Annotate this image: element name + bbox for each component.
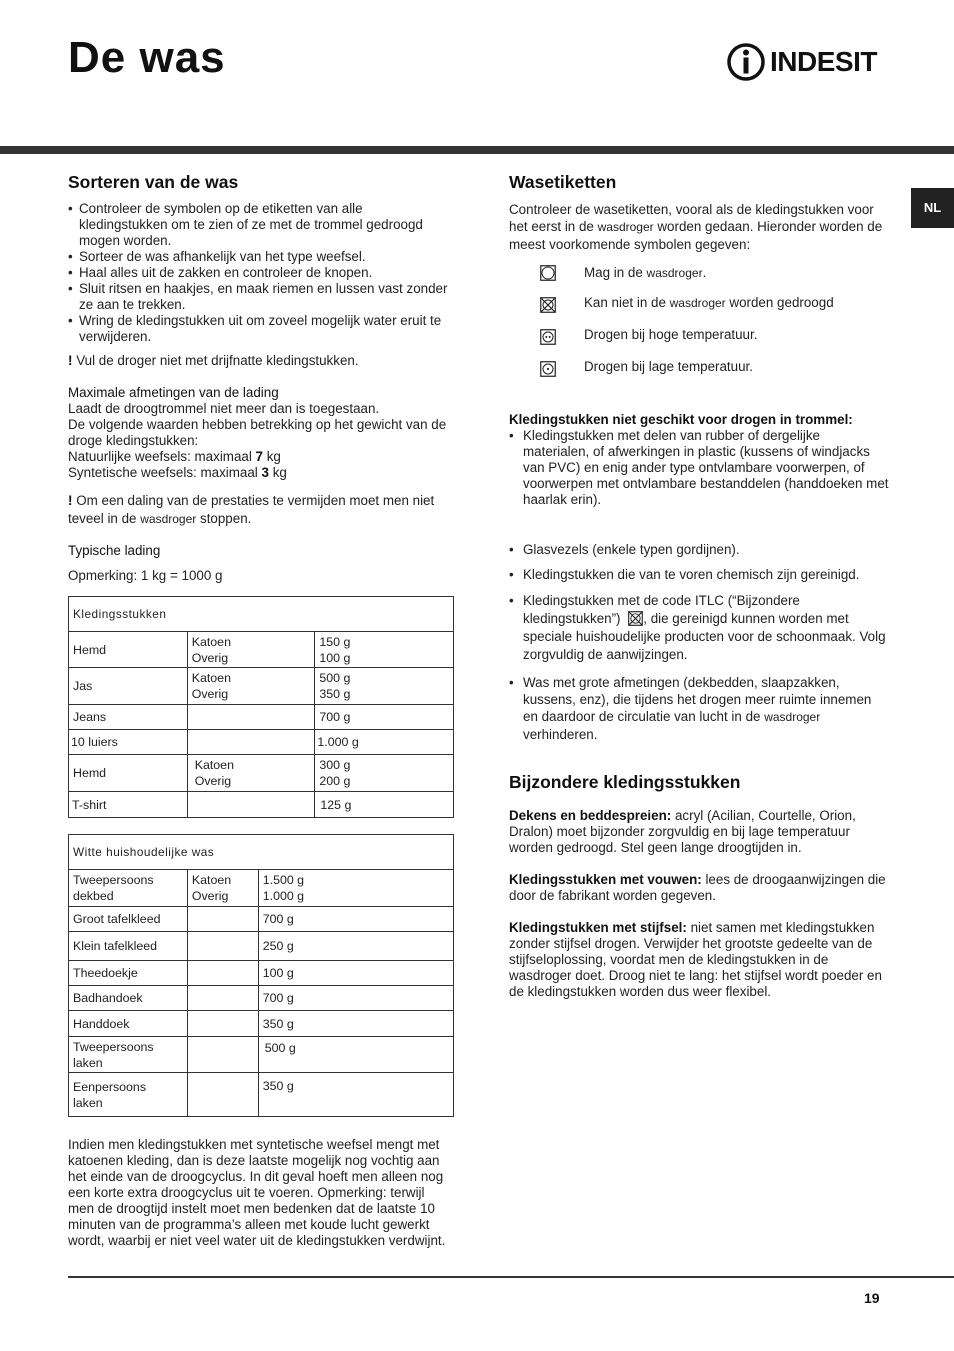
table-row [69,961,454,986]
symbol-small: wasdroger [669,296,726,310]
intro-small: wasdroger [597,220,654,234]
list-item: • Sorteer de was afhankelijk van het type weefsel. [68,249,453,265]
table-cell [187,1011,258,1037]
sort-heading: Sorteren van de was [68,172,239,192]
item-value: Tweepersoons [73,1039,154,1054]
synthetic-max [68,465,453,481]
table-cell [187,961,258,986]
typical-heading: Typische lading [68,543,161,558]
table-header: Witte huishoudelijke was [69,835,454,870]
table-row [69,1037,454,1073]
kg-unit: kg [266,449,281,464]
table-row [69,668,454,705]
intro-text: worden gedaan. Hieronder worden de meest voorkomende symbolen gegeven: [509,219,883,252]
warning-small: wasdroger [140,512,197,526]
table-cell [187,792,315,818]
large-items-text-end: verhinderen. [523,727,598,742]
table-cell: Hemd [69,632,188,668]
tumble-dry-high-icon [540,329,556,349]
table-row [69,792,454,818]
table-cell: Hemd [69,755,188,792]
mixing-paragraph: Indien men kledingstukken met syntetische weefsel mengt met katoenen kleding, dan is deze laatste mogelijk nog vochtig aan het einde van de droogcyclus. In dit geval hoeft men alleen nog een korte extra droogcyclus uit te voeren. Opmerking: terwijl men de droogtijd instelt moet men bedenken dat de laatste 10 minuten van de programma’s alleen met koude lucht gewerkt wordt, waarbij er niet veel water uit de kledingstukken verdwijnt. [68,1137,446,1248]
table-cell: 700 g [258,907,453,932]
symbol-text [584,295,834,311]
symbol-text: Drogen bij hoge temperatuur. [584,327,758,342]
table-cell: Jas [69,668,188,705]
weight-value: 100 g [319,650,351,665]
table-cell [187,932,258,961]
sort-section [68,172,453,345]
natural-value: 7 [255,449,263,464]
table-cell [187,705,315,730]
item-value: Tweepersoons [73,873,154,887]
type-value: Katoen [191,634,231,649]
household-table [68,834,454,1117]
labels-heading: Wasetiketten [509,172,617,192]
table-cell: Theedoekje [69,961,188,986]
symbol-text [584,265,706,281]
list-item: • Kledingstukken met delen van rubber of dergelijke materialen, of afwerkingen in plastic (kussens of windjacks van PVC) en enig ander type ontvlambare voorwerpen, of voorwerpen met ontvlambare bestanddelen (handdoeken met haarlak erin). [509,428,889,508]
unsuitable-list-2 [509,542,889,743]
table-cell: Badhandoek [69,986,188,1011]
warning-2 [68,492,453,528]
symbol-label: Mag in de [584,265,643,280]
table-cell: 250 g [258,932,453,961]
large-items-small: wasdroger [764,710,821,724]
unsuitable-section [509,412,889,508]
table-cell [187,1073,258,1117]
weight-value: 1.500 g [262,873,305,887]
special-label: Dekens en beddespreien: [509,808,672,823]
special-blankets [509,808,889,856]
type-value: Katoen [191,873,232,887]
indesit-logo [726,42,886,82]
table-row [69,632,454,668]
synthetic-value: 3 [261,465,269,480]
table-cell [187,755,315,792]
weight-value: 1.000 g [262,889,305,903]
special-text: acryl (Acilian, Courtelle, Orion, Dralon) moet bijzonder zorgvuldig en bij lage temperatuur worden gedroogd. Stel geen lange droogtijden in. [509,808,856,855]
symbol-text: Drogen bij lage temperatuur. [584,359,753,374]
type-value: Katoen [191,671,231,685]
table-cell [187,986,258,1011]
table-row [69,870,454,907]
natural-max [68,449,453,465]
item-value: laken [73,1055,103,1070]
special-text: niet samen met kledingstukken zonder stijfsel drogen. Verwijder het grootste gedeelte van de stijfseloplossing, voordat men de kledingstukken in de wasdroger doet. Droog niet te lang: het stijfsel wordt poeder en de kledingstukken worden dus weer flexibel. [509,920,882,999]
special-label: Kledingsstukken met vouwen: [509,872,702,887]
warning-text: Om een daling van de prestaties te vermijden moet men niet teveel in de [68,493,435,526]
table-row [69,730,454,755]
item-value: Eenpersoons [73,1079,147,1094]
warning-1 [68,353,453,369]
table-row [69,1073,454,1117]
list-item: • Controleer de symbolen op de etiketten van alle kledingstukken om te zien of ze met de trommel gedroogd mogen worden. [68,201,453,249]
table-cell: 500 g [258,1037,453,1073]
max-load-heading: Maximale afmetingen van de lading [68,385,279,400]
table-cell: 350 g [258,1073,453,1117]
table-cell [315,755,454,792]
no-tumble-dry-icon [540,297,556,317]
type-value: Overig [191,687,229,701]
symbol-label: Kan niet in de [584,295,666,310]
tumble-dry-low-icon [540,361,556,381]
special-text: lees de droogaanwijzingen die door de fabrikant worden gegeven. [509,872,886,903]
table-cell: Jeans [69,705,188,730]
table-cell: 1.000 g [315,730,454,755]
logo-emblem-icon [726,42,766,82]
list-item: • Sluit ritsen en haakjes, en maak riemen en lussen vast zonder ze aan te trekken. [68,281,453,313]
synthetic-label: Syntetische weefsels: maximaal [68,465,262,480]
max-load-line: Laadt de droogtrommel niet meer dan is toegestaan. [68,401,380,416]
item-value: dekbed [73,889,114,903]
language-tab: NL [911,188,954,228]
list-item: • Kledingstukken die van te voren chemisch zijn gereinigd. [509,567,889,583]
type-value: Overig [191,889,229,903]
sort-list [68,201,453,345]
table-cell [69,1073,188,1117]
type-value: Overig [191,650,229,665]
weight-value: 150 g [319,634,351,649]
table-cell: T-shirt [69,792,188,818]
clothing-table [68,596,454,818]
table-cell [187,668,315,705]
list-item [509,592,889,664]
max-load-line: De volgende waarden hebben betrekking op het gewicht van de droge kledingstukken: [68,417,447,448]
table-row [69,755,454,792]
table-cell [258,870,453,907]
list-item: • Haal alles uit de zakken en controleer de knopen. [68,265,453,281]
table-cell [315,632,454,668]
warning-text-end: stoppen. [200,511,252,526]
special-starch [509,920,889,1000]
weight-value: 500 g [319,671,351,685]
itlc-text: Kledingstukken met de code ITLC (“Bijzondere kledingstukken”) [523,593,800,626]
weight-value: 300 g [319,758,351,772]
page-title: De was [68,33,226,82]
table-cell [69,870,188,907]
table-cell: Groot tafelkleed [69,907,188,932]
weight-value: 200 g [319,774,351,788]
special-section [509,772,889,1000]
table-cell: 700 g [315,705,454,730]
table-row [69,1011,454,1037]
large-items-text: Was met grote afmetingen (dekbedden, slaapzakken, kussens, enz), die tijdens het drogen meer ruimte innemen en daardoor de circulatie van lucht in de [523,675,872,724]
table-cell: 700 g [258,986,453,1011]
table-cell [187,1037,258,1073]
kg-unit: kg [272,465,287,480]
table-cell [187,870,258,907]
table-row [69,986,454,1011]
list-item: • Wring de kledingstukken uit om zoveel mogelijk water eruit te verwijderen. [68,313,453,345]
unsuitable-heading: Kledingstukken niet geschikt voor drogen in trommel: [509,412,853,427]
weight-value: 350 g [319,687,351,701]
natural-label: Natuurlijke weefsels: maximaal [68,449,256,464]
page-number: 19 [864,1290,880,1306]
brand-name: INDESIT [770,46,877,77]
special-heading: Bijzondere kledingsstukken [509,772,741,792]
top-divider [0,146,954,154]
table-row [69,932,454,961]
table-cell [69,1037,188,1073]
table-row [69,907,454,932]
table-cell [315,668,454,705]
table-cell [187,632,315,668]
table-cell [187,907,258,932]
type-value: Katoen [194,758,234,772]
unsuitable-list [509,428,889,508]
intro-text: Controleer de wasetiketten, vooral als de kledingstukken voor het eerst in de [509,202,874,234]
labels-intro [509,201,889,253]
max-load-section [68,385,453,481]
special-label: Kledingstukken met stijfsel: [509,920,687,935]
type-value: Overig [194,774,232,788]
weight-note: Opmerking: 1 kg = 1000 g [68,568,223,583]
special-pleats [509,872,889,904]
table-cell: 100 g [258,961,453,986]
no-tumble-dry-icon [628,611,643,626]
itlc-text-end: , die gereinigd kunnen worden met speciale huishoudelijke producten voor de schoonmaak. Volg zorgvuldig de aanwijzingen. [523,611,886,662]
table-cell: 350 g [258,1011,453,1037]
tumble-dry-ok-icon [540,265,556,285]
warning-mark: ! [68,353,73,368]
table-header: Kledingsstukken [69,597,454,632]
labels-section [509,172,889,253]
symbol-label-end: worden gedroogd [729,295,834,310]
warning-mark: ! [68,493,73,508]
table-cell: Klein tafelkleed [69,932,188,961]
table-row [69,705,454,730]
table-cell: 125 g [315,792,454,818]
table-cell: Handdoek [69,1011,188,1037]
table-cell: 10 luiers [69,730,188,755]
list-item [509,674,889,743]
symbol-label-end: . [702,265,707,280]
warning-text: Vul de droger niet met drijfnatte kledingstukken. [76,353,359,368]
item-value: laken [73,1095,103,1110]
table-cell [187,730,315,755]
bottom-divider [68,1276,954,1278]
symbol-small: wasdroger [646,266,703,280]
list-item: • Glasvezels (enkele typen gordijnen). [509,542,889,558]
